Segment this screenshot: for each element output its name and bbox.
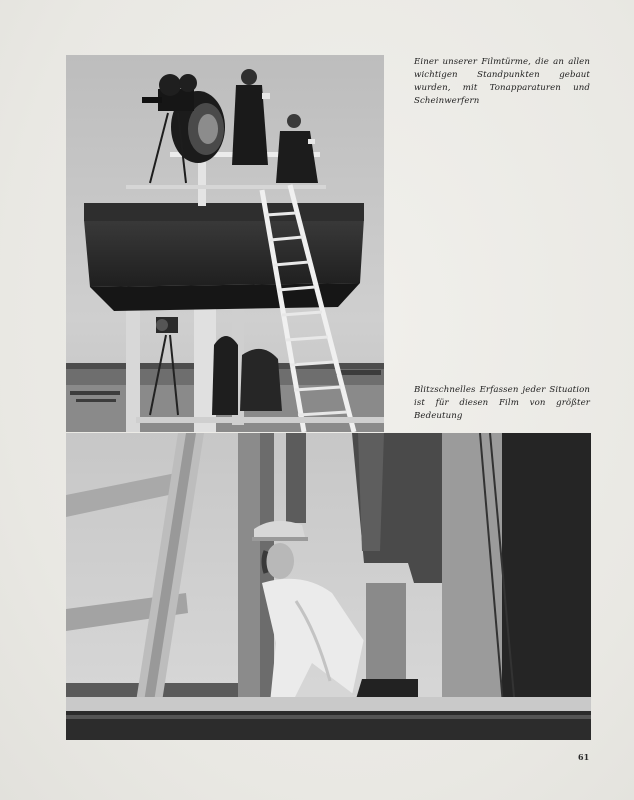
caption-quick-capture: Blitzschnelles Erfassen jeder Situation ist für diesen Film von größter Bedeutung [414, 385, 590, 421]
caption-film-tower: Einer unserer Filmtürme, die an allen wichtigen Standpunkten gebaut wurden, mit Tonapparaturen und Scheinwerfern [414, 57, 590, 106]
woman-on-platform-photo [66, 433, 591, 740]
page-number: 61 [578, 752, 590, 762]
film-tower-photo [66, 55, 384, 432]
